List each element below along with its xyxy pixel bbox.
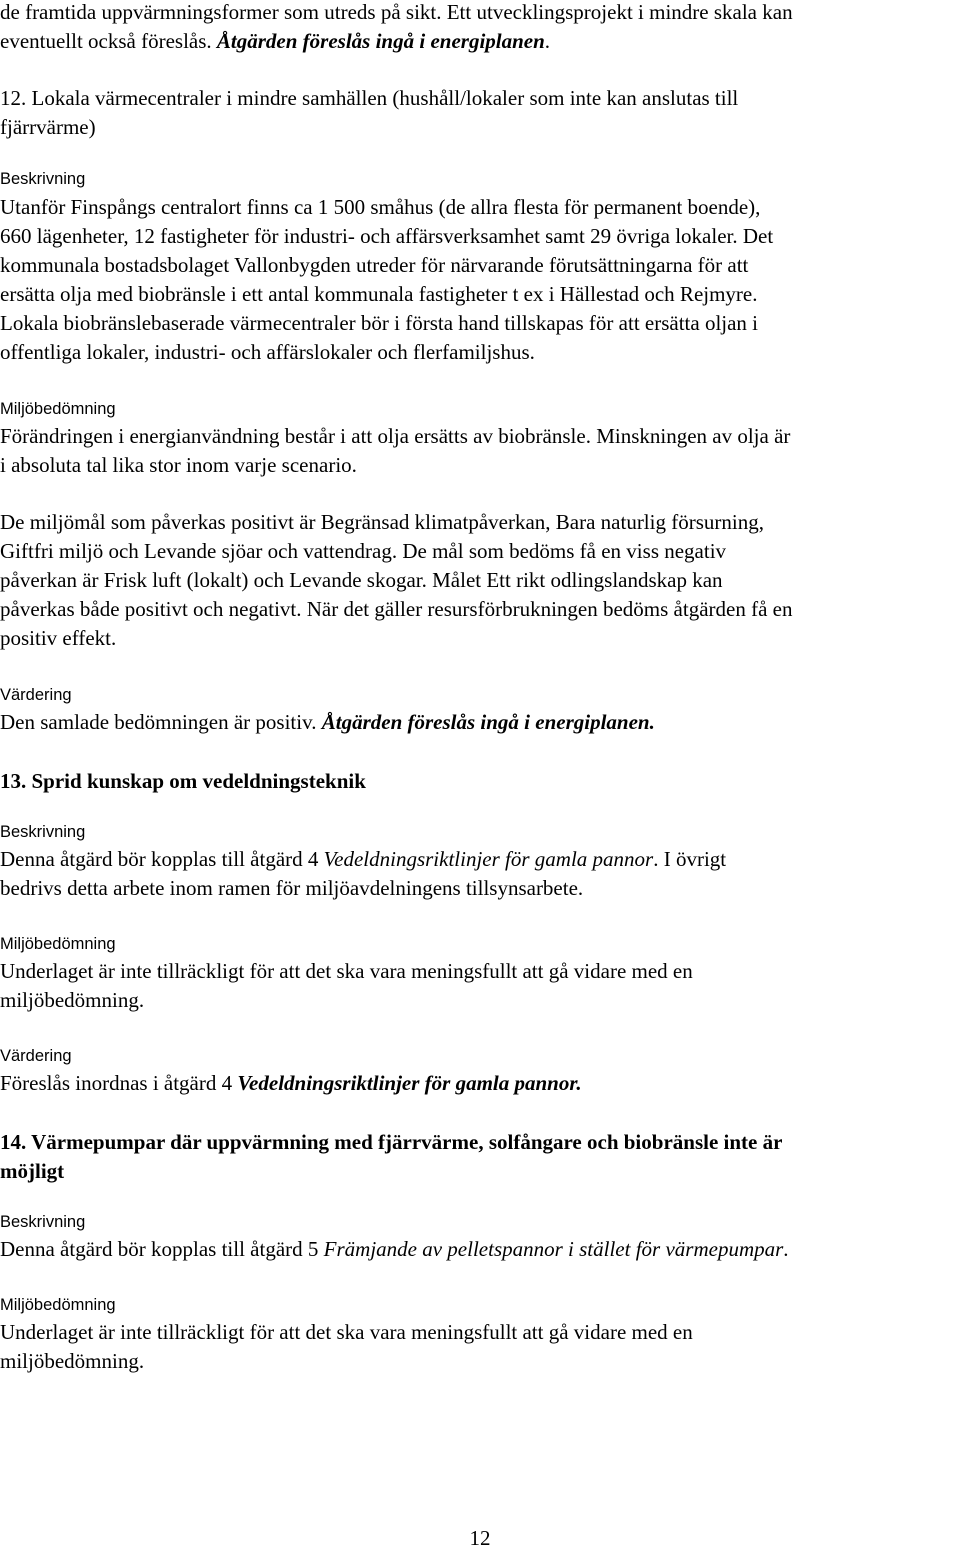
intro-line: de framtida uppvärmningsformer som utreds på sikt. Ett utvecklingsprojekt i mindre skala kan xyxy=(0,0,793,24)
label-beskrivning: Beskrivning xyxy=(0,1213,86,1231)
section-13-environment: Underlaget är inte tillräckligt för att det ska vara meningsfullt att gå vidare med en miljöbedömning. xyxy=(0,959,693,1012)
proposal-emphasis: Åtgärden föreslås ingå i energiplanen. xyxy=(321,710,655,734)
section-13-title: 13. Sprid kunskap om vedeldningsteknik xyxy=(0,769,366,793)
section-12-valuation: Den samlade bedömningen är positiv. Åtgärden föreslås ingå i energiplanen. xyxy=(0,710,655,734)
label-beskrivning: Beskrivning xyxy=(0,170,86,188)
page-number: 12 xyxy=(469,1526,491,1550)
label-miljobedomning: Miljöbedömning xyxy=(0,935,116,953)
section-12-environment: Förändringen i energianvändning består i att olja ersätts av biobränsle. Minskningen av olja är i absoluta tal lika stor inom varje scenario. xyxy=(0,424,791,477)
proposal-emphasis: Åtgärden föreslås ingå i energiplanen xyxy=(216,29,545,53)
section-12-environment-goals: De miljömål som påverkas positivt är Begränsad klimatpåverkan, Bara naturlig försurning, Giftfri miljö och Levande sjöar och vattendrag. De mål som bedöms få en viss negativ påverkan är Frisk luft (lokalt) och Levande skogar. Målet Ett rikt odlingslandskap kan påverkas både positivt och negativt. När det gäller resursförbrukningen bedöms åtgärden få en positiv effekt. xyxy=(0,510,793,650)
section-14-description: Denna åtgärd bör kopplas till åtgärd 5 Främjande av pelletspannor i stället för värmepumpar. xyxy=(0,1237,789,1261)
measure-reference: Vedeldningsriktlinjer för gamla pannor xyxy=(323,847,654,871)
section-14-title: 14. Värmepumpar där uppvärmning med fjärrvärme, solfångare och biobränsle inte är möjligt xyxy=(0,1130,783,1183)
section-12-description: Utanför Finspångs centralort finns ca 1 500 småhus (de allra flesta för permanent boende), 660 lägenheter, 12 fastigheter för industri- och affärsverksamhet samt 29 övriga lokaler. Det kommunala bostadsbolaget Vallonbygden utreder för närvarande förutsättningarna för att ersätta olja med biobränsle i ett antal kommunala fastigheter t ex i Hällestad och Rejmyre. Lokala biobränslebaserade värmecentraler bör i första hand tillskapas för att ersätta oljan i offentliga lokaler, industri- och affärslokaler och flerfamiljshus. xyxy=(0,195,774,364)
intro-line: eventuellt också föreslås. Åtgärden föreslås ingå i energiplanen. xyxy=(0,29,551,53)
measure-reference: Främjande av pelletspannor i stället för värmepumpar xyxy=(323,1237,784,1261)
section-13-valuation: Föreslås inordnas i åtgärd 4 Vedeldningsriktlinjer för gamla pannor. xyxy=(0,1071,582,1095)
section-12-title: 12. Lokala värmecentraler i mindre samhällen (hushåll/lokaler som inte kan anslutas till fjärrvärme) xyxy=(0,86,739,139)
label-vardering: Värdering xyxy=(0,1047,72,1065)
label-vardering: Värdering xyxy=(0,686,72,704)
measure-reference: Vedeldningsriktlinjer för gamla pannor. xyxy=(237,1071,582,1095)
section-13-description: Denna åtgärd bör kopplas till åtgärd 4 Vedeldningsriktlinjer för gamla pannor. I övrigt bedrivs detta arbete inom ramen för miljöavdelningens tillsynsarbete. xyxy=(0,847,727,900)
label-miljobedomning: Miljöbedömning xyxy=(0,1296,116,1314)
section-14-environment: Underlaget är inte tillräckligt för att det ska vara meningsfullt att gå vidare med en miljöbedömning. xyxy=(0,1320,693,1373)
intro-paragraph xyxy=(0,0,958,56)
label-beskrivning: Beskrivning xyxy=(0,823,86,841)
label-miljobedomning: Miljöbedömning xyxy=(0,400,116,418)
